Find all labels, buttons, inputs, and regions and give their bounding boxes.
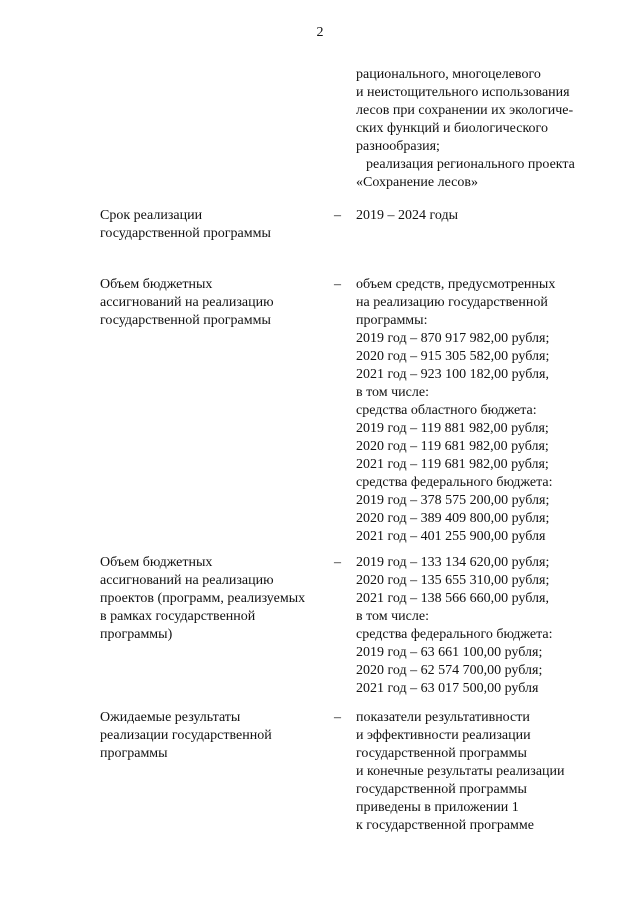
section-label (100, 207, 325, 243)
value-line: 2020 год – 389 409 800,00 рубля; (356, 511, 550, 526)
label-line: государственной программы (100, 226, 271, 241)
dash-separator: – (334, 277, 341, 292)
value-line: 2021 год – 401 255 900,00 рубля (356, 529, 546, 544)
label-line: государственной программы (100, 313, 271, 328)
label-line: Объем бюджетных (100, 555, 213, 570)
value-line: и конечные результаты реализации (356, 764, 565, 779)
value-line: 2019 год – 119 881 982,00 рубля; (356, 421, 549, 436)
value-line: 2019 – 2024 годы (356, 208, 459, 223)
dash-separator: – (334, 555, 341, 570)
value-line: программы: (356, 313, 428, 328)
text-line: ских функций и биологического (356, 121, 548, 136)
value-line: в том числе: (356, 609, 429, 624)
value-line: средства федерального бюджета: (356, 627, 553, 642)
value-line: показатели результативности (356, 710, 530, 725)
value-line: на реализацию государственной (356, 295, 548, 310)
section-label (100, 276, 325, 330)
text-line: реализация регионального проекта (366, 157, 575, 172)
value-line: приведены в приложении 1 (356, 800, 519, 815)
value-line: 2021 год – 63 017 500,00 рубля (356, 681, 539, 696)
value-line: средства областного бюджета: (356, 403, 537, 418)
section-value (356, 709, 626, 835)
label-line: Объем бюджетных (100, 277, 213, 292)
section-value (356, 207, 626, 225)
value-line: в том числе: (356, 385, 429, 400)
label-line: в рамках государственной (100, 609, 256, 624)
value-line: 2019 год – 133 134 620,00 рубля; (356, 555, 550, 570)
section-value (356, 554, 626, 698)
label-line: ассигнований на реализацию (100, 573, 274, 588)
value-line: государственной программы (356, 746, 527, 761)
value-line: объем средств, предусмотренных (356, 277, 556, 292)
value-line: к государственной программе (356, 818, 534, 833)
text-line: лесов при сохранении их экологиче- (356, 103, 574, 118)
page-number: 2 (316, 25, 324, 40)
value-line: государственной программы (356, 782, 527, 797)
label-line: реализации государственной (100, 728, 272, 743)
label-line: Срок реализации (100, 208, 203, 223)
label-line: программы) (100, 627, 173, 642)
section-label (100, 709, 325, 763)
value-line: и эффективности реализации (356, 728, 531, 743)
value-line: 2019 год – 63 661 100,00 рубля; (356, 645, 543, 660)
value-line: 2020 год – 915 305 582,00 рубля; (356, 349, 550, 364)
value-line: 2020 год – 119 681 982,00 рубля; (356, 439, 549, 454)
value-line: 2021 год – 119 681 982,00 рубля; (356, 457, 549, 472)
value-line: средства федерального бюджета: (356, 475, 553, 490)
section-value (356, 276, 626, 546)
label-line: программы (100, 746, 168, 761)
value-line: 2021 год – 138 566 660,00 рубля, (356, 591, 549, 606)
text-line: и неистощительного использования (356, 85, 570, 100)
dash-separator: – (334, 710, 341, 725)
text-line: разнообразия; (356, 139, 440, 154)
value-line: 2019 год – 870 917 982,00 рубля; (356, 331, 550, 346)
value-line: 2021 год – 923 100 182,00 рубля, (356, 367, 549, 382)
text-line: рационального, многоцелевого (356, 67, 541, 82)
label-line: Ожидаемые результаты (100, 710, 241, 725)
label-line: проектов (программ, реализуемых (100, 591, 306, 606)
value-line: 2020 год – 135 655 310,00 рубля; (356, 573, 550, 588)
value-line: 2019 год – 378 575 200,00 рубля; (356, 493, 550, 508)
dash-separator: – (334, 208, 341, 223)
continued-goal-text (356, 66, 626, 192)
text-line: «Сохранение лесов» (356, 175, 478, 190)
section-label (100, 554, 325, 644)
value-line: 2020 год – 62 574 700,00 рубля; (356, 663, 543, 678)
label-line: ассигнований на реализацию (100, 295, 274, 310)
